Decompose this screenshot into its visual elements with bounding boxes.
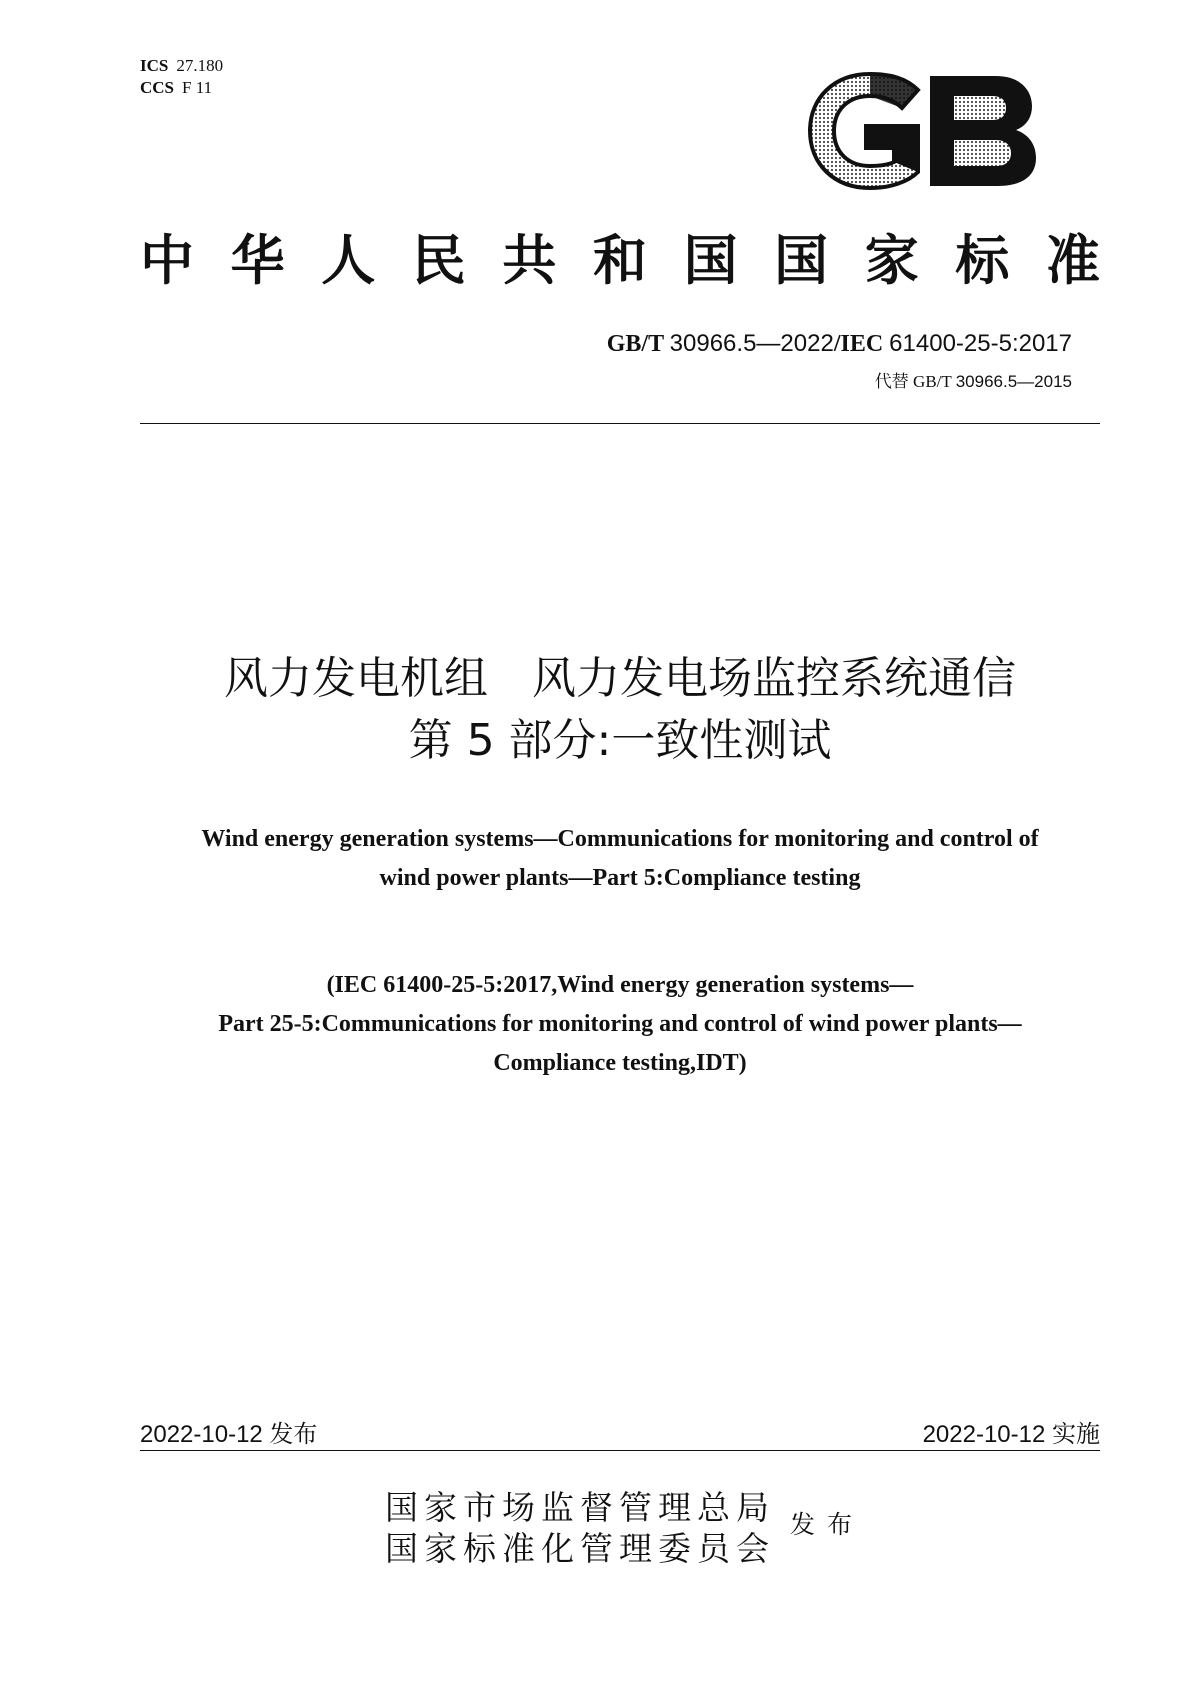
title-char: 准 xyxy=(1045,228,1100,292)
iec-reference-line3: Compliance testing,IDT) xyxy=(493,1050,747,1076)
chinese-title-line2: 第 5 部分:一致性测试 xyxy=(408,715,832,766)
standard-code: 30966.5—2022 xyxy=(669,330,834,357)
issuer-line1: 国家市场监督管理总局 xyxy=(385,1488,775,1527)
title-char: 国 xyxy=(774,228,829,292)
english-title-line1: Wind energy generation systems—Communications for monitoring and control of xyxy=(201,826,1039,852)
title-char: 共 xyxy=(502,228,557,292)
title-char: 民 xyxy=(411,228,466,292)
issue-action: 发布 xyxy=(790,1510,865,1539)
standard-number xyxy=(607,330,1072,358)
title-char: 华 xyxy=(230,228,285,292)
title-char: 标 xyxy=(955,228,1010,292)
ccs-label: CCS xyxy=(140,78,175,97)
classification-codes xyxy=(140,55,223,99)
footer-divider xyxy=(140,1450,1100,1451)
replaces-number: 30966.5—2015 xyxy=(955,372,1072,391)
dates-row xyxy=(140,1414,1100,1449)
issuer-block xyxy=(385,1487,775,1569)
english-title xyxy=(140,820,1100,898)
intl-code: 61400-25-5:2017 xyxy=(889,330,1072,357)
iec-reference-line1: (IEC 61400-25-5:2017,Wind energy generation systems— xyxy=(326,972,914,998)
title-char: 家 xyxy=(864,228,919,292)
iec-reference-line2: Part 25-5:Communications for monitoring and control of wind power plants— xyxy=(218,1011,1022,1037)
english-title-line2: wind power plants—Part 5:Compliance testing xyxy=(379,865,861,891)
standard-sep: /IEC xyxy=(833,331,884,357)
replaces-note xyxy=(875,367,1072,392)
release-date: 2022-10-12 发布 xyxy=(140,1421,318,1448)
chinese-title-line1: 风力发电机组 风力发电场监控系统通信 xyxy=(224,653,1016,704)
title-char: 中 xyxy=(140,228,194,292)
title-char: 人 xyxy=(321,228,376,292)
ics-value: 27.180 xyxy=(176,56,224,75)
header-divider xyxy=(140,423,1100,424)
implementation-date: 2022-10-12 实施 xyxy=(922,1421,1100,1448)
gb-logo-icon xyxy=(806,72,1038,190)
iec-reference xyxy=(140,966,1100,1083)
chinese-title xyxy=(140,648,1100,772)
title-char: 和 xyxy=(592,228,647,292)
replaces-prefix: 代替 GB/T xyxy=(874,372,952,391)
ics-label: ICS xyxy=(140,56,169,75)
ccs-value: F 11 xyxy=(182,78,213,97)
issuer-line2: 国家标准化管理委员会 xyxy=(385,1529,775,1568)
standard-prefix: GB/T xyxy=(606,331,664,357)
title-char: 国 xyxy=(683,228,738,292)
ccs-code xyxy=(140,77,223,99)
national-standard-title xyxy=(140,225,1100,295)
ics-code xyxy=(140,55,223,77)
